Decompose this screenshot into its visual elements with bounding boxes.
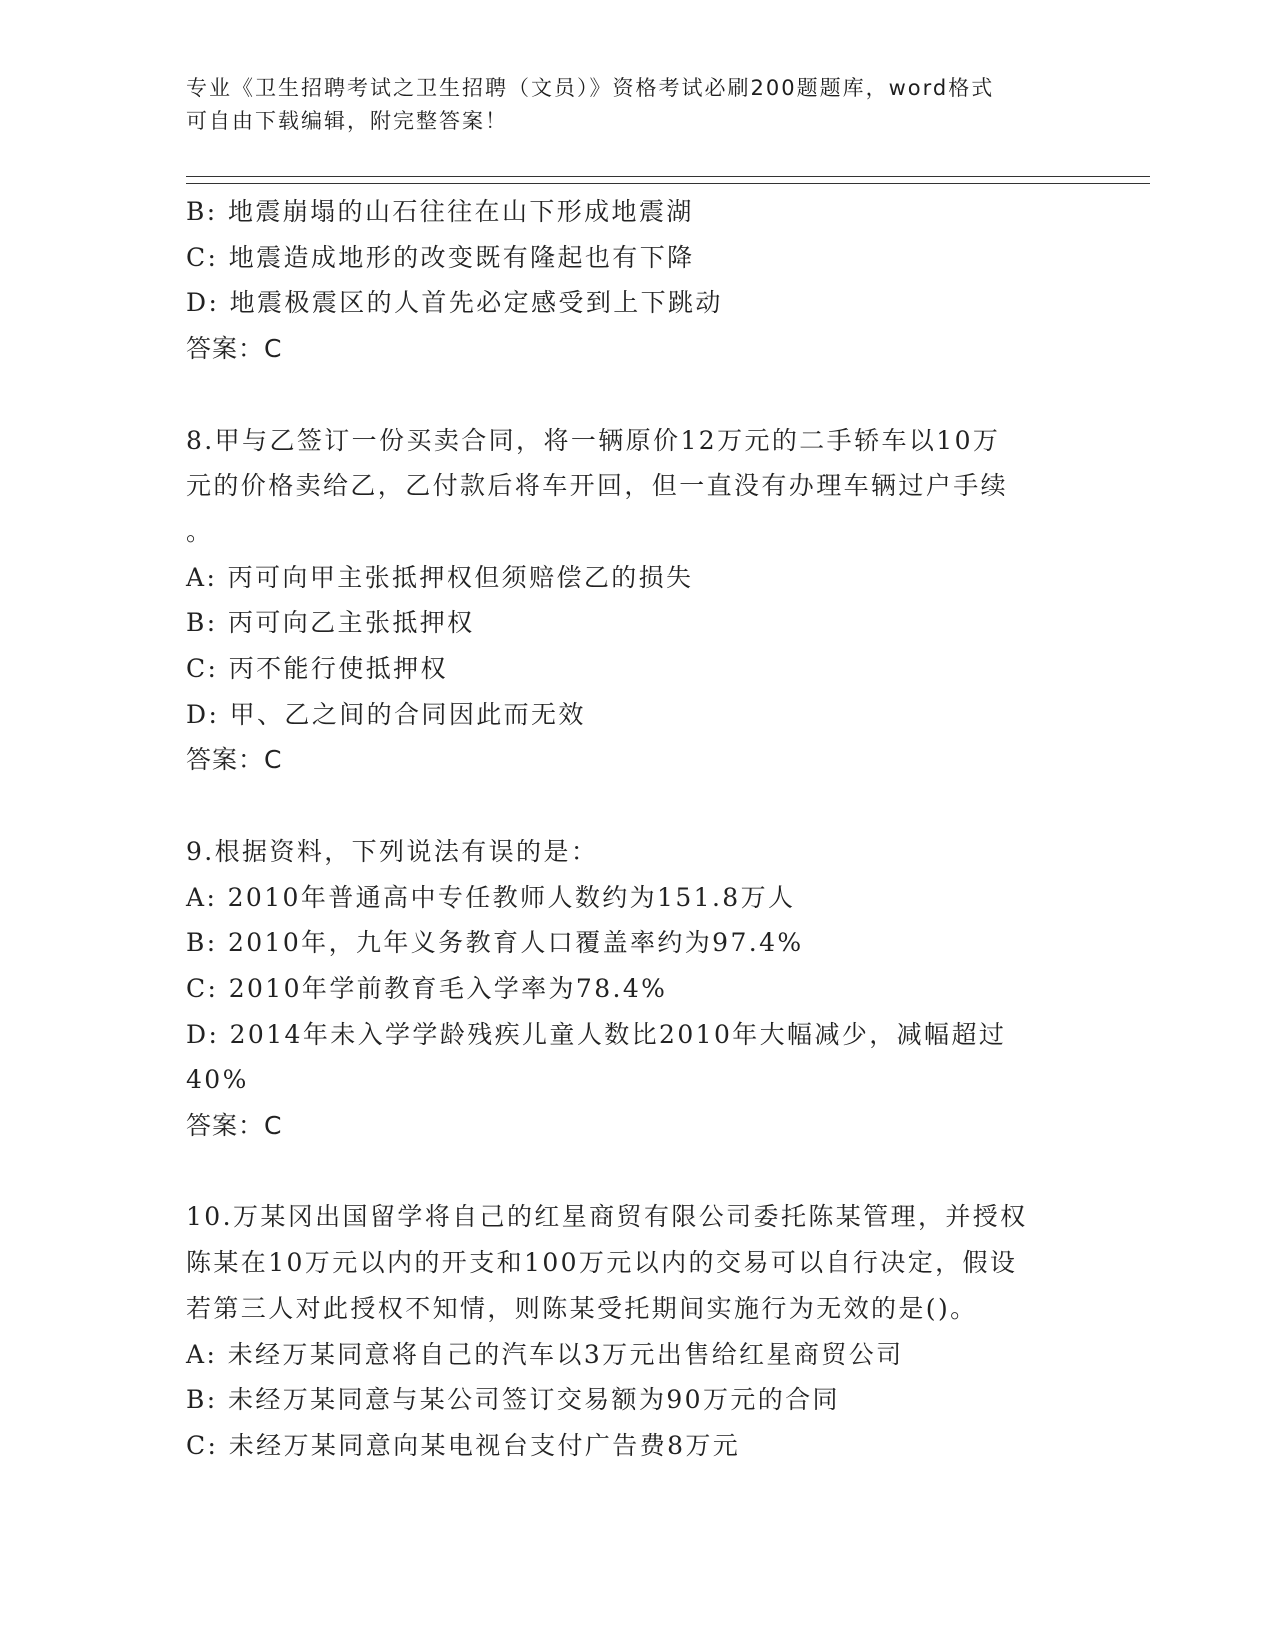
q9-option-d-line-2: 40%: [186, 1065, 249, 1095]
question-10: [186, 1194, 1076, 1468]
header-line-2: 可自由下载编辑，附完整答案！: [186, 109, 508, 133]
q9-option-b: B: 2010年，九年义务教育人口覆盖率约为97.4%: [186, 928, 804, 958]
q8-option-b: B: 丙可向乙主张抵押权: [186, 608, 475, 638]
q9-option-d-line-1: D: 2014年未入学学龄残疾儿童人数比2010年大幅减少，减幅超过: [186, 1019, 1007, 1049]
q7-option-d: D: 地震极震区的人首先必定感受到上下跳动: [186, 288, 723, 318]
q9-stem: 9.根据资料，下列说法有误的是：: [186, 836, 599, 866]
q7-answer: 答案：C: [186, 334, 283, 364]
q10-option-c: C: 未经万某同意向某电视台支付广告费8万元: [186, 1430, 741, 1460]
spacer: [186, 372, 1076, 418]
q10-stem-line-2: 陈某在10万元以内的开支和100万元以内的交易可以自行决定，假设: [186, 1248, 1018, 1278]
header-rule-top: [186, 176, 1150, 177]
spacer: [186, 783, 1076, 829]
q10-stem-line-3: 若第三人对此授权不知情，则陈某受托期间实施行为无效的是()。: [186, 1293, 978, 1323]
q7-option-b: B: 地震崩塌的山石往往在山下形成地震湖: [186, 197, 694, 226]
q9-option-c: C: 2010年学前教育毛入学率为78.4%: [186, 973, 668, 1003]
header-rule-bottom: [186, 183, 1150, 184]
q8-answer: 答案：C: [186, 745, 283, 775]
q10-option-b: B: 未经万某同意与某公司签订交易额为90万元的合同: [186, 1385, 840, 1415]
question-8: [186, 418, 1076, 784]
q8-stem-line-1: 8.甲与乙签订一份买卖合同，将一辆原价12万元的二手轿车以10万: [186, 425, 1001, 455]
q10-stem-line-1: 10.万某冈出国留学将自己的红星商贸有限公司委托陈某管理，并授权: [186, 1202, 1028, 1232]
document-body: [186, 189, 1076, 1469]
header-line-1: 专业《卫生招聘考试之卫生招聘（文员）》资格考试必刷200题题库，word格式: [186, 76, 995, 100]
q9-answer: 答案：C: [186, 1111, 283, 1141]
spacer: [186, 1149, 1076, 1195]
q10-option-a: A: 未经万某同意将自己的汽车以3万元出售给红星商贸公司: [186, 1339, 904, 1369]
q8-stem-line-3: 。: [186, 516, 214, 546]
q8-option-c: C: 丙不能行使抵押权: [186, 654, 448, 684]
q8-stem-line-2: 元的价格卖给乙，乙付款后将车开回，但一直没有办理车辆过户手续: [186, 471, 1009, 501]
q7-option-c: C: 地震造成地形的改变既有隆起也有下降: [186, 242, 695, 272]
question-9: [186, 829, 1076, 1149]
question-7: [186, 189, 1076, 372]
document-header: [186, 72, 1066, 138]
q8-option-d: D: 甲、乙之间的合同因此而无效: [186, 699, 586, 729]
q9-option-a: A: 2010年普通高中专任教师人数约为151.8万人: [186, 882, 796, 912]
q8-option-a: A: 丙可向甲主张抵押权但须赔偿乙的损失: [186, 562, 694, 592]
